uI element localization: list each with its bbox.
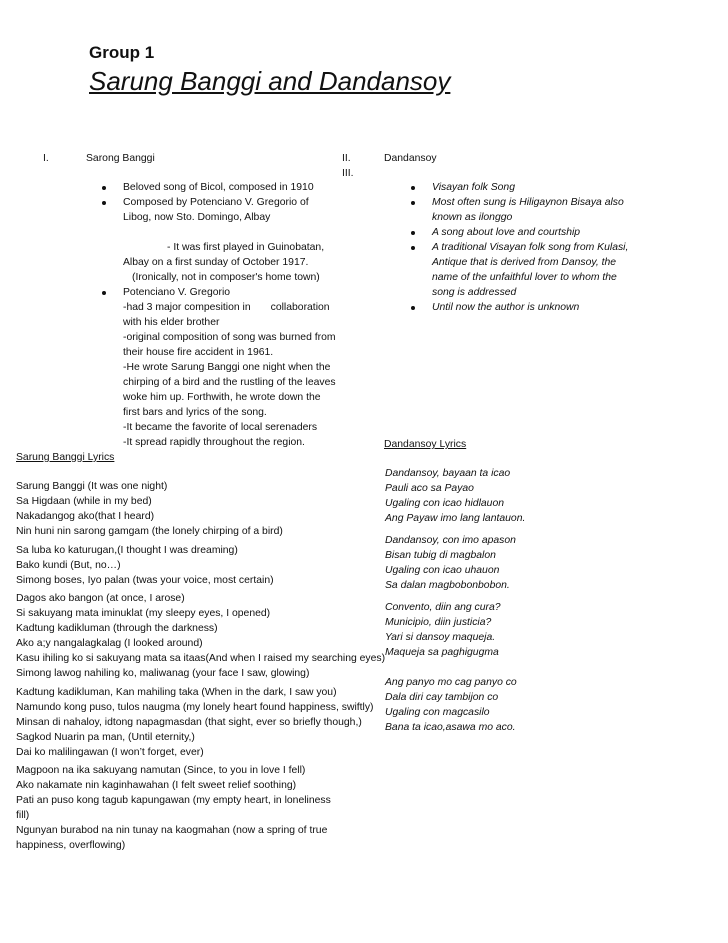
- sarung-lyrics-heading: Sarung Banggi Lyrics: [16, 452, 115, 463]
- text-line: A song about love and courtship: [432, 227, 581, 238]
- sarong-bullet-3: [123, 285, 336, 450]
- text-line: Until now the author is unknown: [432, 302, 580, 313]
- text-line: Potenciano V. Gregorio: [123, 287, 231, 298]
- lyric-line: Maqueja sa paghigugma: [385, 647, 499, 658]
- bullet-dot: [102, 291, 106, 295]
- lyric-line: Sa Higdaan (while in my bed): [16, 496, 152, 507]
- text-line: name of the unfaithful lover to whom the: [432, 272, 617, 283]
- section-numeral-1: I.: [43, 153, 49, 164]
- text-line: first bars and lyrics of the song.: [123, 407, 267, 418]
- text-segment: collaboration: [270, 302, 330, 313]
- lyric-line: Magpoon na ika sakuyang namutan (Since, to you in love I fell): [16, 765, 306, 776]
- lyric-line: Ang panyo mo cag panyo co: [385, 677, 517, 688]
- dandansoy-bullet-2: [432, 195, 624, 225]
- lyric-line: Bako kundi (But, no…): [16, 560, 121, 571]
- text-segment: -had 3 major compesition in: [123, 302, 251, 313]
- lyric-line: Municipio, diin justicia?: [385, 617, 492, 628]
- lyric-line: Si sakuyang mata iminuklat (my sleepy eyes, I opened): [16, 608, 271, 619]
- lyric-line: happiness, overflowing): [16, 840, 126, 851]
- lyric-line: Namundo kong puso, tulos naugma (my lonely heart found happiness, swiftly): [16, 702, 374, 713]
- lyric-line: Dai ko malilingawan (I won’t forget, ever): [16, 747, 204, 758]
- text-line: Most often sung is Hiligaynon Bisaya also: [432, 197, 624, 208]
- lyric-line: Sa luba ko katurugan,(I thought I was dreaming): [16, 545, 238, 556]
- sarung-stanza-4: [16, 685, 374, 760]
- lyric-line: Ang Payaw imo lang lantauon.: [385, 513, 526, 524]
- section-numeral-2: II.: [342, 153, 351, 164]
- text-line: -It spread rapidly throughout the region.: [123, 437, 305, 448]
- lyric-line: Nakadangog ako(that I heard): [16, 511, 155, 522]
- lyric-line: Kadtung kadikluman, Kan mahiling taka (When in the dark, I saw you): [16, 687, 337, 698]
- lyric-line: Ugaling con icao uhauon: [385, 565, 500, 576]
- lyric-line: Dandansoy, bayaan ta icao: [385, 468, 511, 479]
- text-line: chirping of a bird and the rustling of the leaves: [123, 377, 336, 388]
- sarung-stanza-5: [16, 763, 331, 853]
- text-line: A traditional Visayan folk song from Kulasi,: [432, 242, 629, 253]
- text-line: -He wrote Sarung Banggi one night when the: [123, 362, 331, 373]
- lyric-line: Dandansoy, con imo apason: [385, 535, 516, 546]
- lyric-line: Nin huni nin sarong gamgam (the lonely chirping of a bird): [16, 526, 283, 537]
- section-numeral-3: III.: [342, 168, 354, 179]
- bullet-dot: [411, 186, 415, 190]
- text-line: Albay on a first sunday of October 1917.: [123, 257, 309, 268]
- lyric-line: Pati an puso kong tagub kapungawan (my empty heart, in loneliness: [16, 795, 331, 806]
- dandansoy-stanza-2: [385, 533, 516, 593]
- dandansoy-stanza-3: [385, 600, 501, 660]
- lyric-line: Dala diri cay tambijon co: [385, 692, 499, 703]
- text-line: Antique that is derived from Dansoy, the: [432, 257, 617, 268]
- lyric-line: Dagos ako bangon (at once, I arose): [16, 593, 185, 604]
- text-line: song is addressed: [432, 287, 517, 298]
- text-line: Composed by Potenciano V. Gregorio of: [123, 197, 309, 208]
- text-line: - It was first played in Guinobatan,: [167, 242, 325, 253]
- bullet-dot: [102, 186, 106, 190]
- sarung-stanza-2: [16, 543, 274, 588]
- dandansoy-lyrics-heading: Dandansoy Lyrics: [384, 439, 467, 450]
- lyric-line: Kadtung kadikluman (through the darkness): [16, 623, 218, 634]
- lyric-line: Ako nakamate nin kaginhawahan (I felt sweet relief soothing): [16, 780, 297, 791]
- lyric-line: Pauli aco sa Payao: [385, 483, 474, 494]
- sarong-note: [123, 240, 324, 285]
- bullet-dot: [102, 201, 106, 205]
- sarong-bullet-1: Beloved song of Bicol, composed in 1910: [123, 182, 314, 193]
- lyric-line: fill): [16, 810, 30, 821]
- lyric-line: Bana ta icao,asawa mo aco.: [385, 722, 516, 733]
- lyric-line: Simong boses, Iyo palan (twas your voice, most certain): [16, 575, 274, 586]
- section-title-dandansoy: Dandansoy: [384, 153, 437, 164]
- text-line: [123, 300, 336, 315]
- text-line: (Ironically, not in composer's home town): [132, 272, 320, 283]
- text-line: -original composition of song was burned from: [123, 332, 336, 343]
- dandansoy-bullet-1: [432, 180, 515, 195]
- bullet-dot: [411, 306, 415, 310]
- dandansoy-bullet-3: [432, 225, 580, 240]
- lyric-line: Minsan di nahaloy, idtong napagmasdan (that sight, ever so briefly though,): [16, 717, 362, 728]
- lyric-line: Sarung Banggi (It was one night): [16, 481, 168, 492]
- section-title-sarong-banggi: Sarong Banggi: [86, 153, 155, 164]
- bullet-dot: [411, 246, 415, 250]
- sarung-stanza-1: [16, 479, 283, 539]
- lyric-line: Convento, diin ang cura?: [385, 602, 501, 613]
- text-line: known as ilonggo: [432, 212, 513, 223]
- dandansoy-bullet-4: [432, 240, 628, 300]
- lyric-line: Ngunyan burabod na nin tunay na kaogmahan (now a spring of true: [16, 825, 328, 836]
- text-line: with his elder brother: [123, 317, 220, 328]
- lyric-line: Bisan tubig di magbalon: [385, 550, 496, 561]
- group-label: Group 1: [89, 43, 155, 62]
- sarung-stanza-3: [16, 591, 385, 681]
- sarong-bullet-2: [123, 195, 309, 225]
- lyric-line: Ugaling con icao hidlauon: [385, 498, 505, 509]
- lyric-line: Kasu ihiling ko si sakuyang mata sa itaas(And when I raised my searching eyes): [16, 653, 386, 664]
- lyric-line: Ako a;y nangalagkalag (I looked around): [16, 638, 203, 649]
- text-line: their house fire accident in 1961.: [123, 347, 274, 358]
- text-line: -It became the favorite of local serenaders: [123, 422, 318, 433]
- dandansoy-stanza-4: [385, 675, 517, 735]
- lyric-line: Yari si dansoy maqueja.: [385, 632, 496, 643]
- dandansoy-bullet-5: [432, 300, 579, 315]
- lyric-line: Sa dalan magbobonbobon.: [385, 580, 510, 591]
- page-title: Sarung Banggi and Dandansoy: [89, 66, 451, 96]
- bullet-dot: [411, 231, 415, 235]
- text-line: Libog, now Sto. Domingo, Albay: [123, 212, 271, 223]
- lyric-line: Ugaling con magcasilo: [385, 707, 490, 718]
- lyric-line: Simong lawog nahiling ko, maliwanag (your face I saw, glowing): [16, 668, 310, 679]
- lyric-line: Sagkod Nuarin pa man, (Until eternity,): [16, 732, 195, 743]
- dandansoy-stanza-1: [385, 466, 525, 526]
- text-line: Visayan folk Song: [432, 182, 515, 193]
- text-line: woke him up. Forthwith, he wrote down the: [123, 392, 321, 403]
- bullet-dot: [411, 201, 415, 205]
